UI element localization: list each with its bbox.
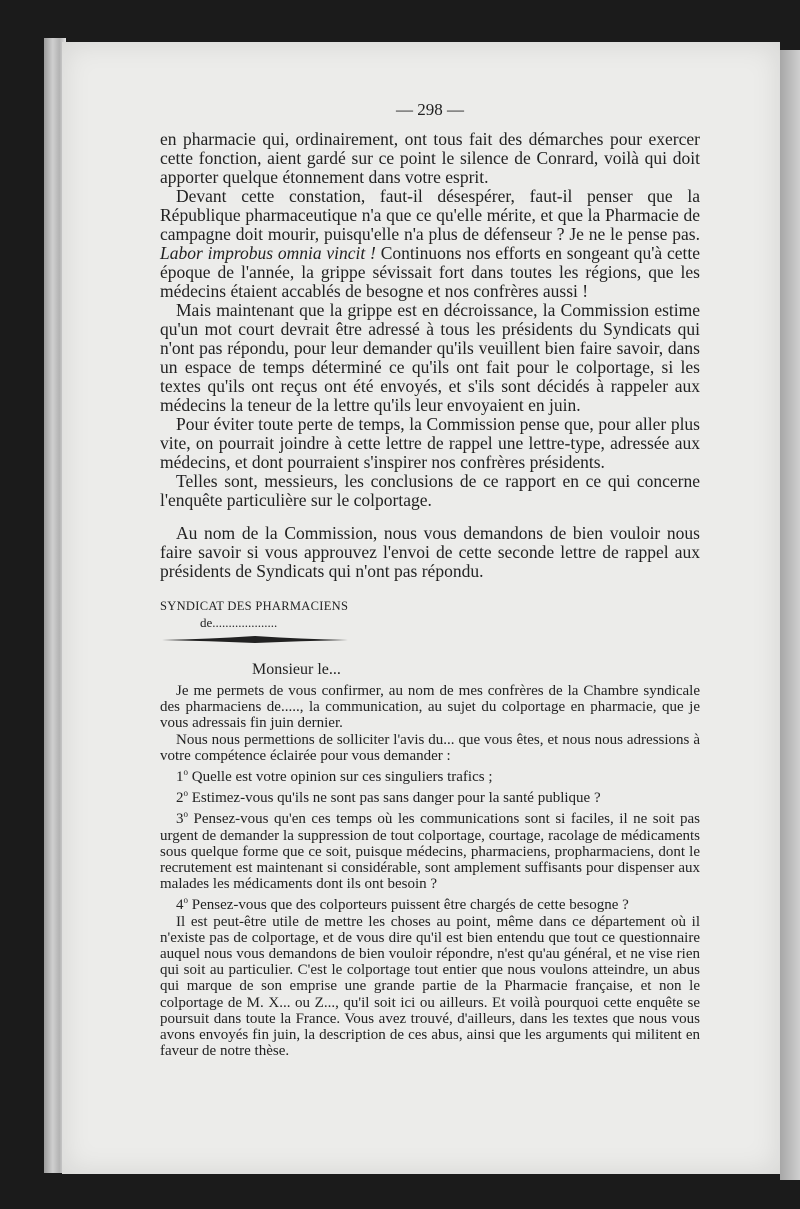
item-text: Estimez-vous qu'ils ne sont pas sans danger pour la santé publique ? (188, 790, 601, 807)
syndicat-heading: SYNDICAT DES PHARMACIENS (160, 599, 349, 613)
item-number: 3 (176, 811, 184, 828)
item-number: 2 (176, 790, 184, 807)
syndicat-line: de.................... (200, 615, 278, 630)
paragraph-2-text: Devant cette constation, faut-il désespérer, faut-il penser que la République pharmaceutique n'a que ce qu'elle mérite, et que la Pharmacie de campagne doit mourir, puisqu'elle n'a plus de défenseur ? Je ne le pense pas. (160, 186, 700, 244)
paragraph-1: en pharmacie qui, ordinairement, ont tous fait des démarches pour exercer cette fonction, aient gardé sur ce point le silence de Conrard, voilà qui doit apporter quelque étonnement dans votre esprit. (160, 129, 700, 187)
item-ordinal: o (183, 788, 188, 799)
paragraph-2 (160, 187, 700, 301)
item-number: 1 (176, 769, 184, 786)
paragraph-5: Telles sont, messieurs, les conclusions de ce rapport en ce qui concerne l'enquête particulière sur le colportage. (160, 471, 700, 510)
letter-greeting: Monsieur le... (252, 661, 341, 678)
paragraph-6: Au nom de la Commission, nous vous demandons de bien vouloir nous faire savoir si vous approuvez l'envoi de cette seconde lettre de rappel aux présidents de Syndicats qui n'ont pas répondu. (160, 523, 700, 581)
paragraph-3: Mais maintenant que la grippe est en décroissance, la Commission estime qu'un mot court devrait être adressé à tous les présidents du Syndicats qui n'ont pas répondu, pour leur demander qu'ils veuillent bien faire savoir, dans un espace de temps déterminé ce qu'ils ont fait pour le colportage, si les textes qu'ils ont reçus ont été envoyés, et s'ils sont décidés à rappeler aux médecins la teneur de la lettre qu'ils leur envoyaient en juin. (160, 300, 700, 415)
letter-paragraph-2: Nous nous permettions de solliciter l'avis du... que vous êtes, et nous nous adressions à votre compétence éclairée pour vous demander : (160, 731, 700, 764)
ornament-divider (160, 634, 350, 646)
letter-paragraph-1: Je me permets de vous confirmer, au nom de mes confrères de la Chambre syndicale des pharmaciens de....., la communication, au sujet du colportage en pharmacie, que je vous adressais fin juin dernier. (160, 683, 700, 732)
item-text: Pensez-vous que des colporteurs puissent être chargés de cette besogne ? (188, 897, 629, 914)
item-ordinal: o (183, 895, 188, 906)
page-text (160, 100, 700, 1059)
paragraph-2-continuation: Continuons nos efforts en songeant qu'à cette époque de l'année, la grippe sévissait fort dans toutes les régions, que les médecins étaient accablés de besogne et nos confrères aussi ! (160, 243, 700, 301)
item-ordinal: o (183, 767, 188, 778)
item-text: Pensez-vous qu'en ces temps où les communications sont si faciles, il ne soit pas urgent de demander la suppression de tout colportage, courtage, racolage de médicaments sous quelque forme que ce soit, puisque médecins, pharmaciens, propharmaciens, dont le recrutement est maintenant si considérable, sont amplement suffisants pour dispenser aux malades les médicaments dont ils ont besoin ? (160, 811, 700, 893)
letter-item-4 (160, 892, 700, 913)
letter-closing: Il est peut-être utile de mettre les choses au point, même dans ce département où il n'existe pas de colportage, et de vous dire qu'il est bien entendu que tout ce questionnaire auquel nous vous demandons de bien vouloir répondre, n'est qu'au général, et ne vise rien qui soit au particulier. C'est le colportage tout entier que nous voulons atteindre, un abus qui marque de son emprise une grande partie de la Pharmacie française, et non le colportage de M. X... ou Z..., qu'il soit ici ou ailleurs. Et voilà pourquoi cette enquête se poursuit dans toute la France. Vous avez trouvé, d'ailleurs, dans les textes que nous vous avons envoyés fin juin, la description de ces abus, ainsi que les arguments qui militent en faveur de notre thèse. (160, 913, 700, 1060)
letter-item-2 (160, 785, 700, 806)
right-page-edge (780, 50, 800, 1180)
letter-item-1 (160, 764, 700, 785)
item-ordinal: o (183, 809, 188, 820)
item-text: Quelle est votre opinion sur ces singuliers trafics ; (188, 769, 493, 786)
paragraph-4: Pour éviter toute perte de temps, la Commission pense que, pour aller plus vite, on pourrait joindre à cette lettre de rappel une lettre-type, adressée aux médecins, et dont pourraient s'inspirer nos confrères présidents. (160, 414, 700, 472)
item-number: 4 (176, 897, 184, 914)
latin-motto: Labor improbus omnia vincit ! (160, 243, 376, 263)
letter-item-3 (160, 806, 700, 892)
page-number: — 298 — (396, 100, 464, 119)
